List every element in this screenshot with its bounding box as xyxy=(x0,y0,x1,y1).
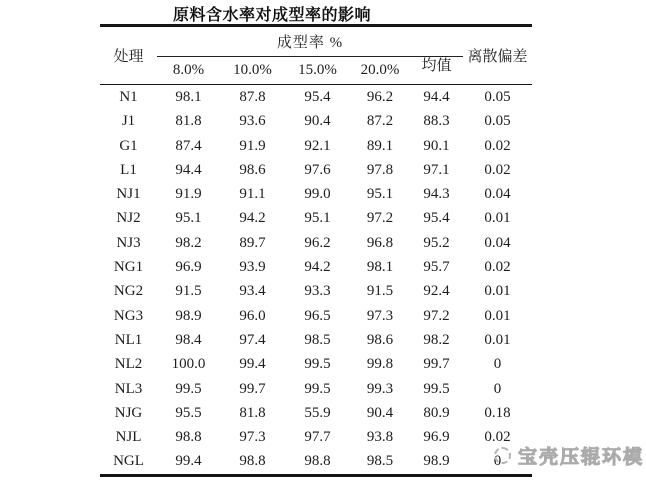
value-cell: 0.02 xyxy=(484,259,511,276)
value-cell: 98.1 xyxy=(175,89,202,105)
value-cell: 99.5 xyxy=(423,380,450,397)
row-treatment-cell: NJ2 xyxy=(116,210,141,227)
value-cell: 96.2 xyxy=(304,234,331,251)
value-cell: 95.5 xyxy=(175,404,202,421)
row-treatment-cell: G1 xyxy=(119,137,138,154)
table-row xyxy=(100,85,532,110)
value-cell: 89.1 xyxy=(366,137,394,154)
value-cell: 93.6 xyxy=(239,113,266,130)
value-cell: 0.01 xyxy=(484,210,511,227)
value-cell: 97.6 xyxy=(304,161,331,178)
row-treatment-cell: NJ3 xyxy=(116,234,141,251)
value-cell: 99.5 xyxy=(304,356,331,373)
table-header xyxy=(100,26,532,85)
value-cell: 97.8 xyxy=(366,161,394,178)
value-cell: 99.8 xyxy=(366,356,394,373)
row-treatment-cell: NJG xyxy=(114,404,143,421)
value-cell: 96.2 xyxy=(366,89,394,105)
value-cell: 94.2 xyxy=(239,210,266,227)
table-row xyxy=(100,449,532,475)
value-cell: 91.9 xyxy=(239,137,266,154)
value-cell: 95.1 xyxy=(366,186,394,203)
value-cell: 81.8 xyxy=(239,404,266,421)
value-cell: 96.9 xyxy=(423,429,450,446)
row-treatment-cell: J1 xyxy=(121,113,136,130)
table-body xyxy=(100,85,532,476)
row-treatment-cell: NL1 xyxy=(114,331,143,348)
value-cell: 99.7 xyxy=(239,380,266,397)
value-cell: 0.02 xyxy=(484,161,511,178)
table-row xyxy=(100,109,532,133)
row-treatment-cell: N1 xyxy=(119,89,138,105)
value-cell: 0.01 xyxy=(484,283,511,300)
value-cell: 94.2 xyxy=(304,259,331,276)
table-row xyxy=(100,304,532,328)
value-cell: 0.01 xyxy=(484,307,511,324)
value-cell: 92.1 xyxy=(304,137,331,154)
value-cell: 98.1 xyxy=(366,259,394,276)
header-row-group xyxy=(100,26,532,57)
column-header-mean xyxy=(410,57,463,85)
value-cell: 99.7 xyxy=(423,356,450,373)
value-cell: 91.5 xyxy=(366,283,394,300)
value-cell: 97.2 xyxy=(366,210,394,227)
row-treatment-cell: NJL xyxy=(115,429,142,446)
table-row xyxy=(100,401,532,425)
column-header-moisture-20: 20.0% xyxy=(350,57,410,85)
table-row xyxy=(100,255,532,279)
page-title: 原料含水率对成型率的影响 xyxy=(172,7,372,24)
value-cell: 94.4 xyxy=(423,89,450,105)
value-cell: 92.4 xyxy=(423,283,450,300)
value-cell: 96.0 xyxy=(239,307,266,324)
row-treatment-cell: NG3 xyxy=(113,307,144,324)
value-cell: 0.02 xyxy=(484,429,511,446)
value-cell: 99.4 xyxy=(239,356,266,373)
value-cell: 93.3 xyxy=(304,283,331,300)
value-cell: 98.8 xyxy=(175,429,202,446)
value-cell: 97.3 xyxy=(239,429,266,446)
value-cell: 0 xyxy=(493,453,502,470)
value-cell: 55.9 xyxy=(304,404,331,421)
value-cell: 95.7 xyxy=(423,259,450,276)
value-cell: 0.05 xyxy=(484,89,511,105)
value-cell: 98.2 xyxy=(175,234,202,251)
value-cell: 90.4 xyxy=(304,113,331,130)
value-cell: 97.1 xyxy=(423,161,450,178)
table-row xyxy=(100,158,532,182)
value-cell: 98.9 xyxy=(423,453,450,470)
value-cell: 99.4 xyxy=(175,453,202,470)
value-cell: 98.8 xyxy=(304,453,331,470)
value-cell: 97.2 xyxy=(423,307,450,324)
table-row xyxy=(100,425,532,449)
value-cell: 87.2 xyxy=(366,113,394,130)
value-cell: 98.5 xyxy=(366,453,394,470)
value-cell: 95.2 xyxy=(423,234,450,251)
table-row xyxy=(100,352,532,376)
row-treatment-cell: NJ1 xyxy=(116,186,141,203)
value-cell: 87.4 xyxy=(175,137,202,154)
value-cell: 87.8 xyxy=(239,89,266,105)
value-cell: 0 xyxy=(493,380,502,397)
value-cell: 99.3 xyxy=(366,380,394,397)
table-row xyxy=(100,279,532,303)
value-cell: 90.1 xyxy=(423,137,450,154)
value-cell: 98.2 xyxy=(423,331,450,348)
column-header-treatment: 处理 xyxy=(100,26,157,85)
value-cell: 91.9 xyxy=(175,186,202,203)
column-header-moisture-15: 15.0% xyxy=(285,57,350,85)
value-cell: 100.0 xyxy=(171,356,206,373)
value-cell: 80.9 xyxy=(423,404,450,421)
value-cell: 0.01 xyxy=(484,331,511,348)
value-cell: 98.9 xyxy=(175,307,202,324)
value-cell: 95.1 xyxy=(175,210,202,227)
row-treatment-cell: L1 xyxy=(120,161,137,178)
value-cell: 98.5 xyxy=(304,331,331,348)
value-cell: 89.7 xyxy=(239,234,266,251)
value-cell: 98.6 xyxy=(239,161,266,178)
value-cell: 91.5 xyxy=(175,283,202,300)
value-cell: 0.02 xyxy=(484,137,511,154)
watermark-text: 宝壳压辊环模 xyxy=(517,447,644,468)
value-cell: 99.0 xyxy=(304,186,331,203)
column-header-moisture-8: 8.0% xyxy=(157,57,220,85)
value-cell: 96.5 xyxy=(304,307,331,324)
value-cell: 96.9 xyxy=(175,259,202,276)
value-cell: 94.3 xyxy=(423,186,450,203)
column-header-moisture-10: 10.0% xyxy=(220,57,285,85)
value-cell: 98.4 xyxy=(175,331,202,348)
value-cell: 0.05 xyxy=(484,113,511,130)
column-header-deviation: 离散偏差 xyxy=(463,26,532,85)
value-cell: 99.5 xyxy=(175,380,202,397)
row-treatment-cell: NG1 xyxy=(113,259,144,276)
value-cell: 90.4 xyxy=(366,404,394,421)
value-cell: 98.6 xyxy=(366,331,394,348)
value-cell: 93.9 xyxy=(239,259,266,276)
column-group-header-molding-rate: 成型率 % xyxy=(157,26,463,57)
value-cell: 94.4 xyxy=(175,161,202,178)
value-cell: 0.18 xyxy=(484,404,511,421)
value-cell: 93.4 xyxy=(239,283,266,300)
value-cell: 97.7 xyxy=(304,429,331,446)
value-cell: 81.8 xyxy=(175,113,202,130)
value-cell: 95.1 xyxy=(304,210,331,227)
table-row xyxy=(100,377,532,401)
value-cell: 99.5 xyxy=(304,380,331,397)
table-row xyxy=(100,206,532,230)
value-cell: 98.8 xyxy=(239,453,266,470)
value-cell: 97.3 xyxy=(366,307,394,324)
row-treatment-cell: NL3 xyxy=(114,380,143,397)
value-cell: 96.8 xyxy=(366,234,394,251)
row-treatment-cell: NG2 xyxy=(113,283,144,300)
value-cell: 0.04 xyxy=(484,186,511,203)
value-cell: 0.04 xyxy=(484,234,511,251)
mean-header-label: 均值 xyxy=(421,58,452,74)
value-cell: 88.3 xyxy=(423,113,450,130)
value-cell: 91.1 xyxy=(239,186,266,203)
row-treatment-cell: NL2 xyxy=(114,356,143,373)
value-cell: 93.8 xyxy=(366,429,394,446)
table-row xyxy=(100,231,532,255)
table-row xyxy=(100,328,532,352)
table-row xyxy=(100,182,532,206)
value-cell: 95.4 xyxy=(423,210,450,227)
value-cell: 0 xyxy=(493,356,502,373)
value-cell: 95.4 xyxy=(304,89,331,105)
value-cell: 97.4 xyxy=(239,331,266,348)
table-row xyxy=(100,134,532,158)
row-treatment-cell: NGL xyxy=(113,453,144,470)
data-table xyxy=(100,24,532,477)
